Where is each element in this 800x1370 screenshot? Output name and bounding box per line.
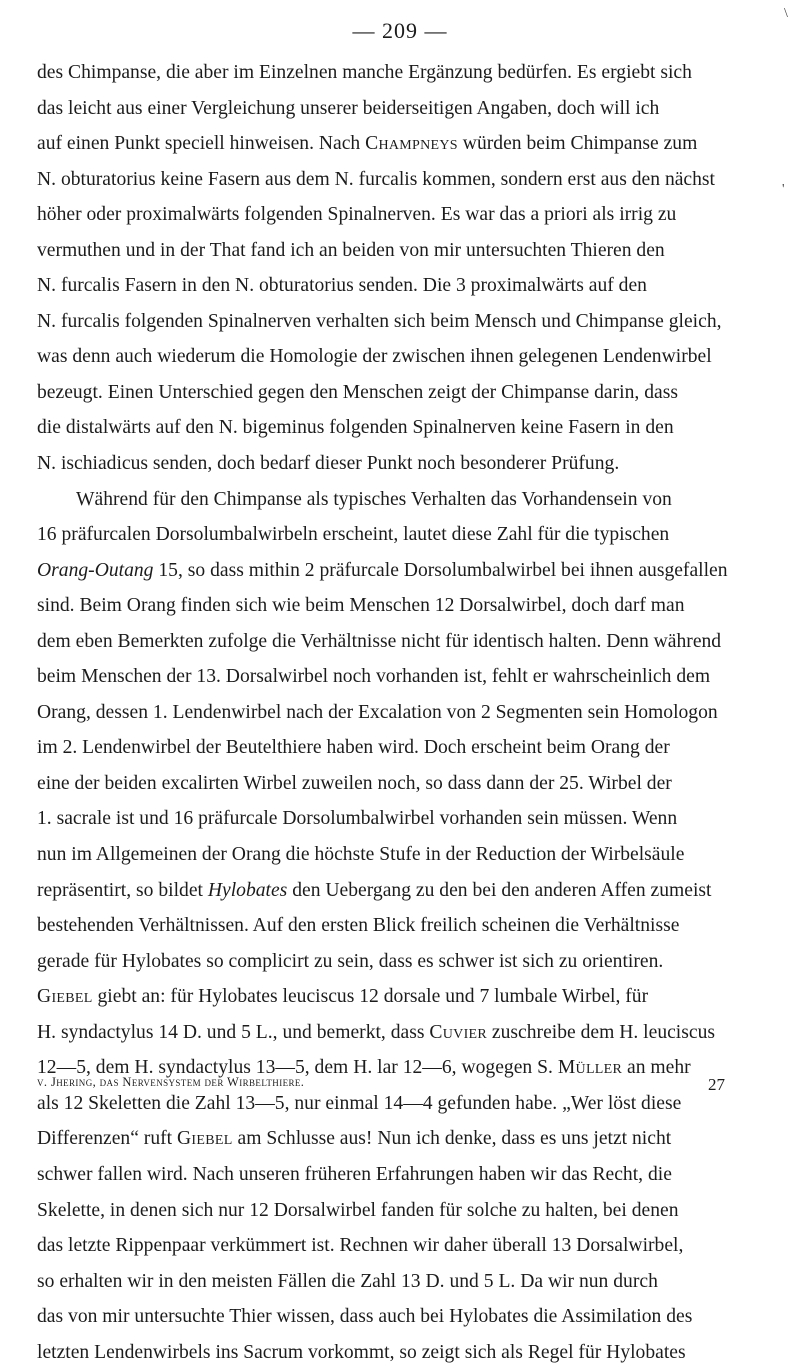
text-line — [37, 517, 765, 553]
genus-name: Hylobates — [207, 879, 288, 901]
text-run: gerade für Hylobates so complicirt zu sein, dass es schwer ist sich zu orientiren. — [37, 950, 664, 972]
text-run: was denn auch wiederum die Homologie der zwischen ihnen gelegenen Lendenwirbel — [37, 346, 712, 368]
author-name: Champneys — [365, 133, 458, 155]
text-run: 16 präfurcalen Dorsolumbalwirbeln erscheint, lautet diese Zahl für die typischen — [37, 524, 670, 546]
text-run: zuschreibe dem H. leuciscus — [487, 1021, 715, 1043]
text-run: 12—5, dem H. syndactylus 13—5, dem H. lar 12—6, wogegen S. — [37, 1057, 558, 1079]
text-line — [37, 197, 765, 233]
text-line — [37, 482, 765, 518]
text-run: 15, so dass mithin 2 präfurcale Dorsolumbalwirbel bei ihnen ausgefallen — [153, 559, 728, 581]
text-line — [37, 1015, 765, 1051]
text-run: 1. sacrale ist und 16 präfurcale Dorsolumbalwirbel vorhanden sein müssen. Wenn — [37, 808, 678, 830]
genus-name: Orang-Outang — [37, 559, 154, 581]
text-line — [37, 55, 765, 91]
text-line — [37, 1193, 765, 1229]
text-run: eine der beiden excalirten Wirbel zuweilen noch, so dass dann der 25. Wirbel der — [37, 772, 672, 794]
text-line — [37, 944, 765, 980]
text-line — [37, 624, 765, 660]
text-run: Differenzen“ ruft — [37, 1128, 177, 1150]
page-number: — 209 — — [352, 18, 448, 43]
author-name: Müller — [557, 1057, 623, 1079]
text-line — [37, 1299, 765, 1335]
text-line — [37, 1264, 765, 1300]
text-line — [37, 801, 765, 837]
text-run: am Schlusse aus! Nun ich denke, dass es uns jetzt nicht — [232, 1128, 672, 1150]
text-run: bezeugt. Einen Unterschied gegen den Menschen zeigt der Chimpanse darin, dass — [37, 381, 678, 403]
text-run: N. furcalis folgenden Spinalnerven verhalten sich beim Mensch und Chimpanse gleich, — [37, 310, 722, 332]
text-line — [37, 873, 765, 909]
text-run: N. furcalis Fasern in den N. obturatorius senden. Die 3 proximalwärts auf den — [37, 275, 647, 297]
sheet-number: 27 — [708, 1075, 725, 1094]
text-run: auf einen Punkt speciell hinweisen. Nach — [37, 133, 366, 155]
text-line — [37, 375, 765, 411]
text-line — [37, 91, 765, 127]
text-run: das von mir untersuchte Thier wissen, dass auch bei Hylobates die Assimilation des — [37, 1306, 693, 1328]
text-run: nun im Allgemeinen der Orang die höchste Stufe in der Reduction der Wirbelsäule — [37, 844, 685, 866]
text-run: des Chimpanse, die aber im Einzelnen manche Ergänzung bedürfen. Es ergiebt sich — [37, 62, 692, 83]
text-run: würden beim Chimpanse zum — [457, 133, 698, 155]
body-text — [37, 55, 765, 1370]
text-line — [37, 162, 765, 198]
text-run: Orang, dessen 1. Lendenwirbel nach der Excalation von 2 Segmenten sein Homologon — [37, 701, 718, 723]
text-run: Während für den Chimpanse als typisches Verhalten das Vorhandensein von — [76, 488, 672, 510]
text-run: giebt an: für Hylobates leuciscus 12 dorsale und 7 lumbale Wirbel, für — [92, 986, 649, 1008]
text-run: vermuthen und in der That fand ich an beiden von mir untersuchten Thieren den — [37, 239, 665, 261]
text-run: N. obturatorius keine Fasern aus dem N. furcalis kommen, sondern erst aus den nächst — [37, 168, 715, 190]
text-line — [37, 233, 765, 269]
text-run: an mehr — [622, 1057, 691, 1079]
text-line — [37, 304, 765, 340]
text-line — [37, 126, 765, 162]
sheet-signature: v. Jhering, das Nervensystem der Wirbelthiere. — [37, 1075, 305, 1089]
text-line — [37, 837, 765, 873]
text-run: schwer fallen wird. Nach unseren früheren Erfahrungen haben wir das Recht, die — [37, 1163, 672, 1185]
text-run: sind. Beim Orang finden sich wie beim Menschen 12 Dorsalwirbel, doch darf man — [37, 595, 685, 617]
page-footer — [37, 1075, 765, 1095]
text-run: Skelette, in denen sich nur 12 Dorsalwirbel fanden für solche zu halten, bei denen — [37, 1199, 679, 1221]
text-line — [37, 979, 765, 1015]
text-run: N. ischiadicus senden, doch bedarf dieser Punkt noch besonderer Prüfung. — [37, 453, 620, 475]
text-run: das leicht aus einer Vergleichung unserer beiderseitigen Angaben, doch will ich — [37, 97, 660, 119]
text-run: bestehenden Verhältnissen. Auf den ersten Blick freilich scheinen die Verhältnisse — [37, 915, 680, 937]
margin-mark: ' — [782, 182, 785, 197]
text-run: so erhalten wir in den meisten Fällen die Zahl 13 D. und 5 L. Da wir nun durch — [37, 1270, 658, 1292]
text-run: repräsentirt, so bildet — [37, 879, 208, 901]
text-run: höher oder proximalwärts folgenden Spinalnerven. Es war das a priori als irrig zu — [37, 204, 677, 226]
text-run: H. syndactylus 14 D. und 5 L., und bemerkt, dass — [37, 1021, 430, 1043]
text-run: die distalwärts auf den N. bigeminus folgenden Spinalnerven keine Fasern in den — [37, 417, 674, 439]
margin-mark: \ — [784, 6, 788, 21]
text-line — [37, 1121, 765, 1157]
text-line — [37, 553, 765, 589]
text-line — [37, 1228, 765, 1264]
text-run: das letzte Rippenpaar verkümmert ist. Rechnen wir daher überall 13 Dorsalwirbel, — [37, 1235, 684, 1257]
text-line — [37, 695, 765, 731]
text-line — [37, 1157, 765, 1193]
text-line — [37, 1335, 765, 1370]
text-line — [37, 659, 765, 695]
author-name: Cuvier — [429, 1021, 488, 1043]
text-run: dem eben Bemerkten zufolge die Verhältnisse nicht für identisch halten. Denn während — [37, 630, 722, 652]
text-line — [37, 410, 765, 446]
text-line — [37, 339, 765, 375]
text-run: beim Menschen der 13. Dorsalwirbel noch vorhanden ist, fehlt er wahrscheinlich dem — [37, 666, 711, 688]
text-run: als 12 Skeletten die Zahl 13—5, nur einmal 14—4 gefunden habe. „Wer löst diese — [37, 1092, 682, 1114]
text-line — [37, 588, 765, 624]
text-run: letzten Lendenwirbels ins Sacrum vorkommt, so zeigt sich als Regel für Hylobates — [37, 1341, 686, 1363]
text-line — [37, 446, 765, 482]
author-name: Giebel — [176, 1128, 233, 1150]
text-run: im 2. Lendenwirbel der Beutelthiere haben wird. Doch erscheint beim Orang der — [37, 737, 670, 759]
text-line — [37, 730, 765, 766]
text-line — [37, 766, 765, 802]
author-name: Giebel — [37, 986, 93, 1008]
text-line — [37, 268, 765, 304]
text-line — [37, 908, 765, 944]
text-run: den Uebergang zu den bei den anderen Affen zumeist — [287, 879, 712, 901]
